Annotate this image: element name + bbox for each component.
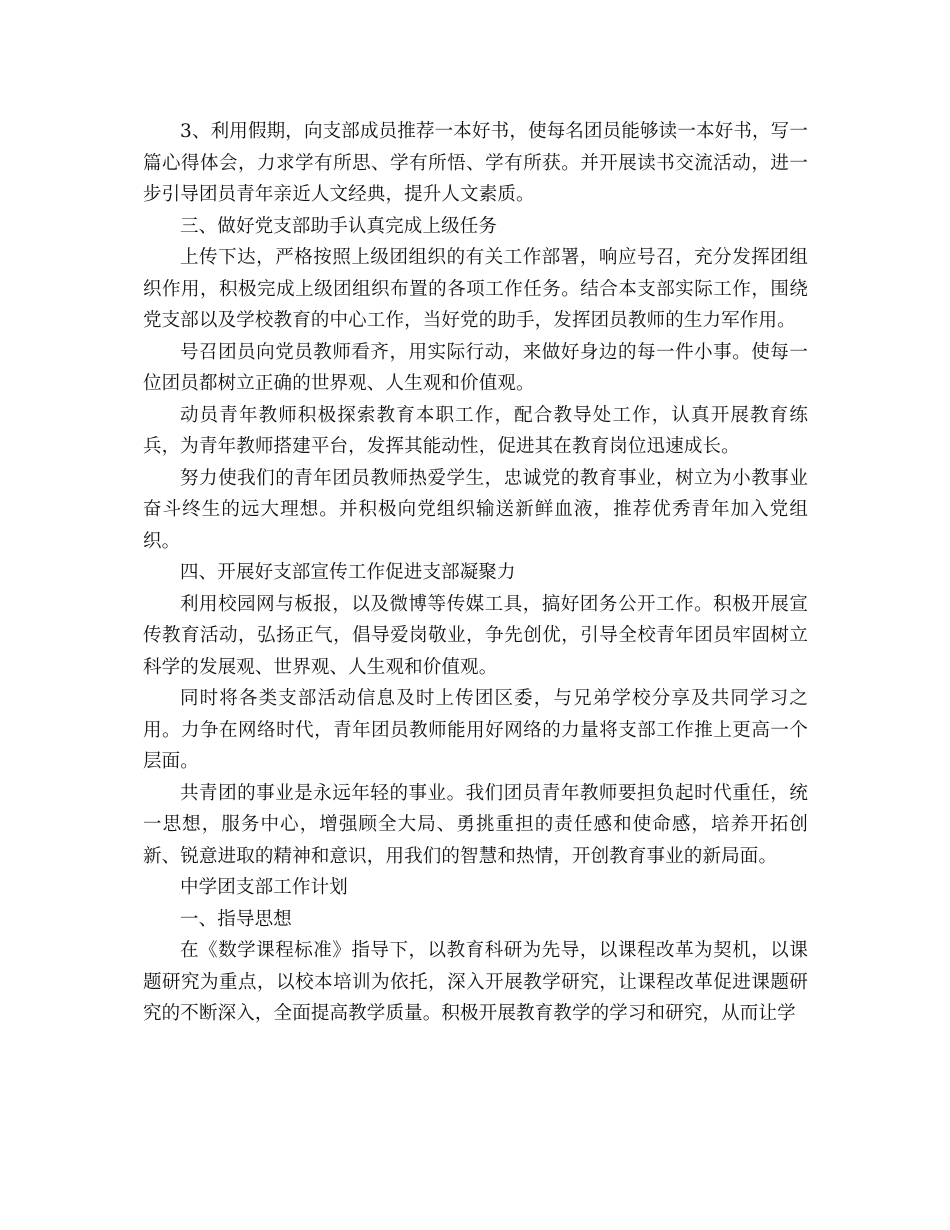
paragraph-reading-activity: 3、利用假期，向支部成员推荐一本好书，使每名团员能够读一本好书，写一篇心得体会，力求学有所思、学有所悟、学有所获。并开展读书交流活动，进一步引导团员青年亲近人文经典，提升人文素质。 xyxy=(143,121,808,205)
document-body xyxy=(143,116,808,1030)
paragraph-love-students: 努力使我们的青年团员教师热爱学生，忠诚党的教育事业，树立为小教事业奋斗终生的远大理想。并积极向党组织输送新鲜血液，推荐优秀青年加入党组织。 xyxy=(143,467,808,552)
section-heading-3: 三、做好党支部助手认真完成上级任务 xyxy=(180,215,498,237)
paragraph-young-teachers: 动员青年教师积极探索教育本职工作，配合教导处工作，认真开展教育练兵，为青年教师搭建平台，发挥其能动性，促进其在教育岗位迅速成长。 xyxy=(143,404,808,457)
paragraph-learn-from-party-members: 号召团员向党员教师看齐，用实际行动，来做好身边的每一件小事。使每一位团员都树立正确的世界观、人生观和价值观。 xyxy=(143,341,808,394)
paragraph-conclusion: 共青团的事业是永远年轻的事业。我们团员青年教师要担负起时代重任，统一思想，服务中心，增强顾全大局、勇挑重担的责任感和使命感，培养开拓创新、锐意进取的精神和意识，用我们的智慧和热情，开创教育事业的新局面。 xyxy=(143,782,808,867)
section-heading-4: 四、开展好支部宣传工作促进支部凝聚力 xyxy=(180,562,516,583)
paragraph-guiding-thought: 在《数学课程标准》指导下，以教育科研为先导，以课程改革为契机，以课题研究为重点，以校本培训为依托，深入开展教学研究，让课程改革促进课题研究的不断深入，全面提高教学质量。积极开展教育教学的学习和研究，从而让学 xyxy=(143,940,808,1024)
paragraph-publicity: 利用校园网与板报，以及微博等传媒工具，搞好团务公开工作。积极开展宣传教育活动，弘扬正气，倡导爱岗敬业，争先创优，引导全校青年团员牢固树立科学的发展观、世界观、人生观和价值观。 xyxy=(143,593,808,678)
section-heading-1: 一、指导思想 xyxy=(180,908,292,930)
paragraph-superior-tasks: 上传下达，严格按照上级团组织的有关工作部署，响应号召，充分发挥团组织作用，积极完成上级团组织布置的各项工作任务。结合本支部实际工作，围绕党支部以及学校教育的中心工作，当好党的助手，发挥团员教师的生力军作用。 xyxy=(143,247,808,331)
document-subtitle: 中学团支部工作计划 xyxy=(180,877,348,898)
paragraph-upload-info: 同时将各类支部活动信息及时上传团区委，与兄弟学校分享及共同学习之用。力争在网络时代，青年团员教师能用好网络的力量将支部工作推上更高一个层面。 xyxy=(143,688,808,772)
